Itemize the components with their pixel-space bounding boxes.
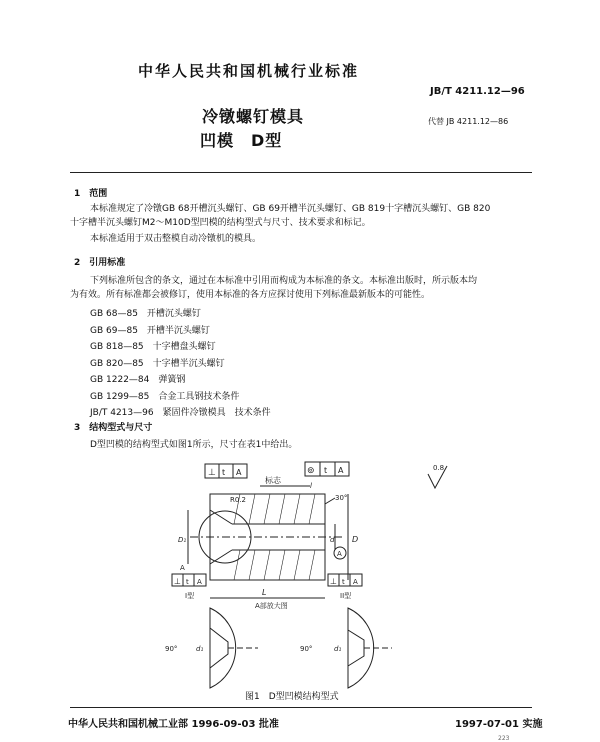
reference-list (90, 306, 271, 422)
svg-text:⊥: ⊥ (174, 577, 181, 586)
reference-item: JB/T 4213—96 紧固件冷镦模具 技术条件 (90, 408, 271, 418)
feature-control-frame-bottom-right (328, 574, 362, 586)
paragraph: D型凹模的结构型式如图1所示，尺寸在表1中给出。 (90, 440, 298, 450)
paragraph: 十字槽半沉头螺钉M2～M10D型凹模的结构型式与尺寸、技术要求和标记。 (70, 218, 371, 228)
surface-finish-value: 0.8 (433, 464, 445, 472)
svg-text:⊥: ⊥ (330, 577, 337, 586)
svg-text:t: t (222, 468, 226, 477)
feature-control-frame-top (305, 462, 349, 476)
feature-control-frame-bottom-left (172, 574, 206, 586)
svg-text:90°: 90° (165, 645, 178, 653)
svg-text:II型: II型 (340, 592, 352, 600)
svg-text:d: d (330, 536, 335, 544)
reference-item: GB 69—85 开槽半沉头螺钉 (90, 325, 210, 336)
svg-text:D: D (352, 535, 359, 544)
paragraph: 为有效。所有标准都会被修订，使用本标准的各方应探讨使用下列标准最新版本的可能性。 (70, 290, 431, 300)
effective-date: 1997-07-01 实施 (455, 719, 543, 730)
section-heading-references: 2 引用标准 (74, 258, 126, 268)
svg-text:A: A (236, 468, 242, 477)
svg-text:t: t (342, 578, 345, 586)
reference-item: GB 1222—84 弹簧钢 (90, 375, 186, 385)
standard-org-title: 中华人民共和国机械行业标准 (138, 62, 360, 80)
reference-item: GB 820—85 十字槽半沉头螺钉 (90, 358, 225, 369)
paragraph: 本标准适用于双击整模自动冷镦机的模具。 (90, 234, 262, 244)
die-drawing-figure (150, 458, 480, 698)
svg-text:A: A (180, 564, 185, 572)
paragraph: 下列标准所包含的条文，通过在本标准中引用而构成为本标准的条文。本标准出版时，所示版本均 (90, 276, 478, 286)
reference-item: GB 818—85 十字槽盘头螺钉 (90, 342, 216, 352)
reference-item: GB 68—85 开槽沉头螺钉 (90, 309, 201, 319)
paragraph: 本标准规定了冷镦GB 68开槽沉头螺钉、GB 69开槽半沉头螺钉、GB 819十字槽沉头螺钉、GB 820 (90, 204, 491, 214)
mark-label: 标志 (265, 476, 281, 485)
page-number: 223 (498, 735, 510, 742)
svg-text:⊥: ⊥ (208, 468, 216, 478)
detail-view-type1 (165, 608, 258, 688)
standard-code: JB/T 4211.12—96 (430, 86, 525, 97)
svg-text:L: L (262, 588, 267, 597)
svg-text:A: A (353, 578, 358, 586)
svg-text:d₁: d₁ (334, 645, 342, 653)
svg-text:⊚: ⊚ (307, 466, 315, 476)
feature-control-frame-left (205, 464, 247, 478)
detail-view-type2 (300, 608, 392, 688)
figure-caption: 图1 D型凹模结构型式 (245, 692, 339, 702)
section-heading-structure: 3 结构型式与尺寸 (74, 423, 153, 433)
svg-text:t: t (324, 466, 328, 475)
footer-divider (70, 707, 532, 708)
svg-text:30°: 30° (335, 494, 348, 502)
svg-text:t: t (186, 578, 189, 586)
approval-line: 中华人民共和国机械工业部 1996-09-03 批准 (68, 719, 279, 730)
svg-text:R0.2: R0.2 (230, 496, 246, 504)
svg-text:90°: 90° (300, 645, 313, 653)
svg-text:A: A (337, 550, 342, 558)
svg-text:d₁: d₁ (196, 645, 204, 653)
reference-item: GB 1299—85 合金工具钢技术条件 (90, 391, 240, 402)
header-divider (70, 172, 532, 173)
svg-text:D₁: D₁ (178, 536, 187, 544)
svg-text:A部放大图: A部放大图 (255, 602, 288, 610)
svg-text:A: A (197, 578, 202, 586)
svg-text:A: A (338, 466, 344, 475)
svg-text:l: l (310, 482, 312, 490)
document-title-line1: 冷镦螺钉模具 (202, 107, 305, 126)
section-heading-scope: 1 范围 (74, 189, 108, 199)
svg-text:I型: I型 (185, 592, 195, 600)
replaces-standard: 代替 JB 4211.12—86 (428, 117, 509, 126)
document-title-line2: 凹模 D型 (200, 131, 283, 150)
